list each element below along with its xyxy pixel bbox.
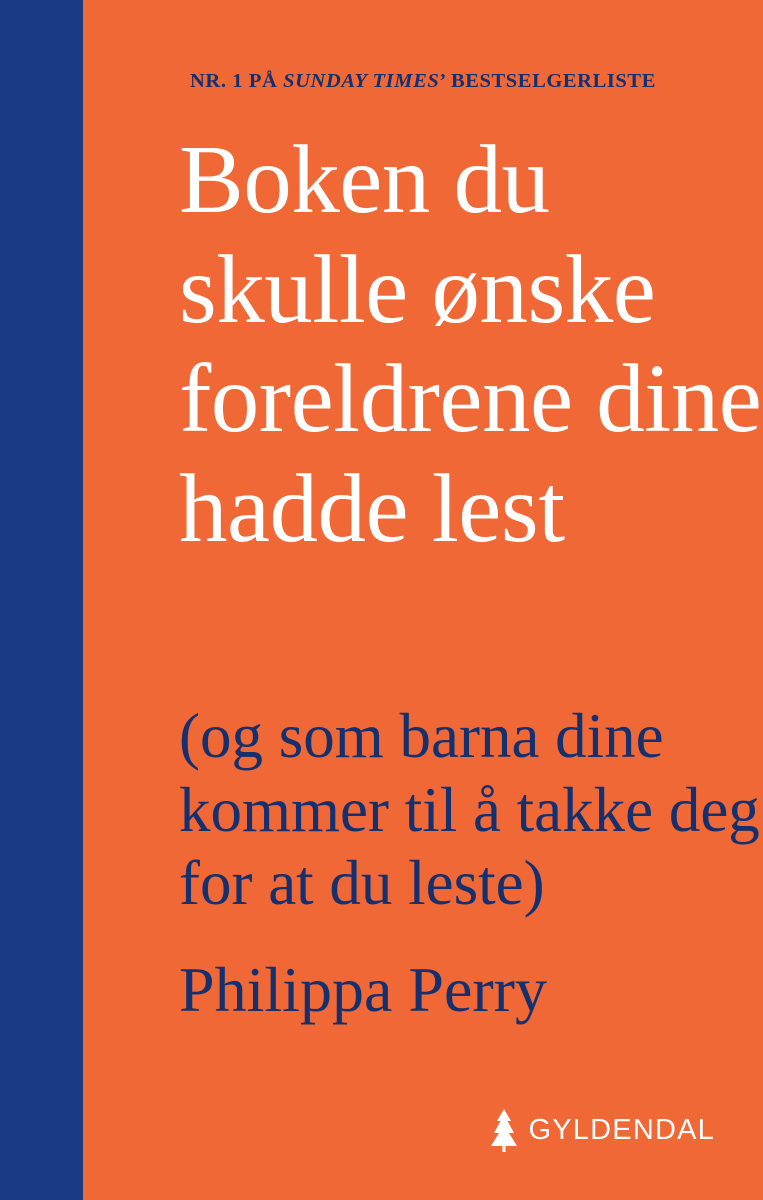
book-subtitle: (og som barna dine kommer til å takke deg for at du leste) xyxy=(179,701,760,919)
cover-content xyxy=(83,0,763,1200)
cover-spine-band xyxy=(0,0,83,1200)
book-author: Philippa Perry xyxy=(179,954,547,1025)
fir-tree-icon xyxy=(489,1108,519,1152)
bestseller-banner xyxy=(83,70,763,93)
book-title: Boken du skulle ønske foreldrene dine hadde lest xyxy=(179,126,762,562)
publisher-name: GYLDENDAL xyxy=(528,1113,715,1146)
banner-publication-name: SUNDAY TIMES xyxy=(283,70,440,92)
publisher-logo xyxy=(489,1108,715,1152)
banner-prefix: NR. 1 PÅ xyxy=(190,70,284,92)
banner-suffix: ’ BESTSELGERLISTE xyxy=(439,70,656,92)
